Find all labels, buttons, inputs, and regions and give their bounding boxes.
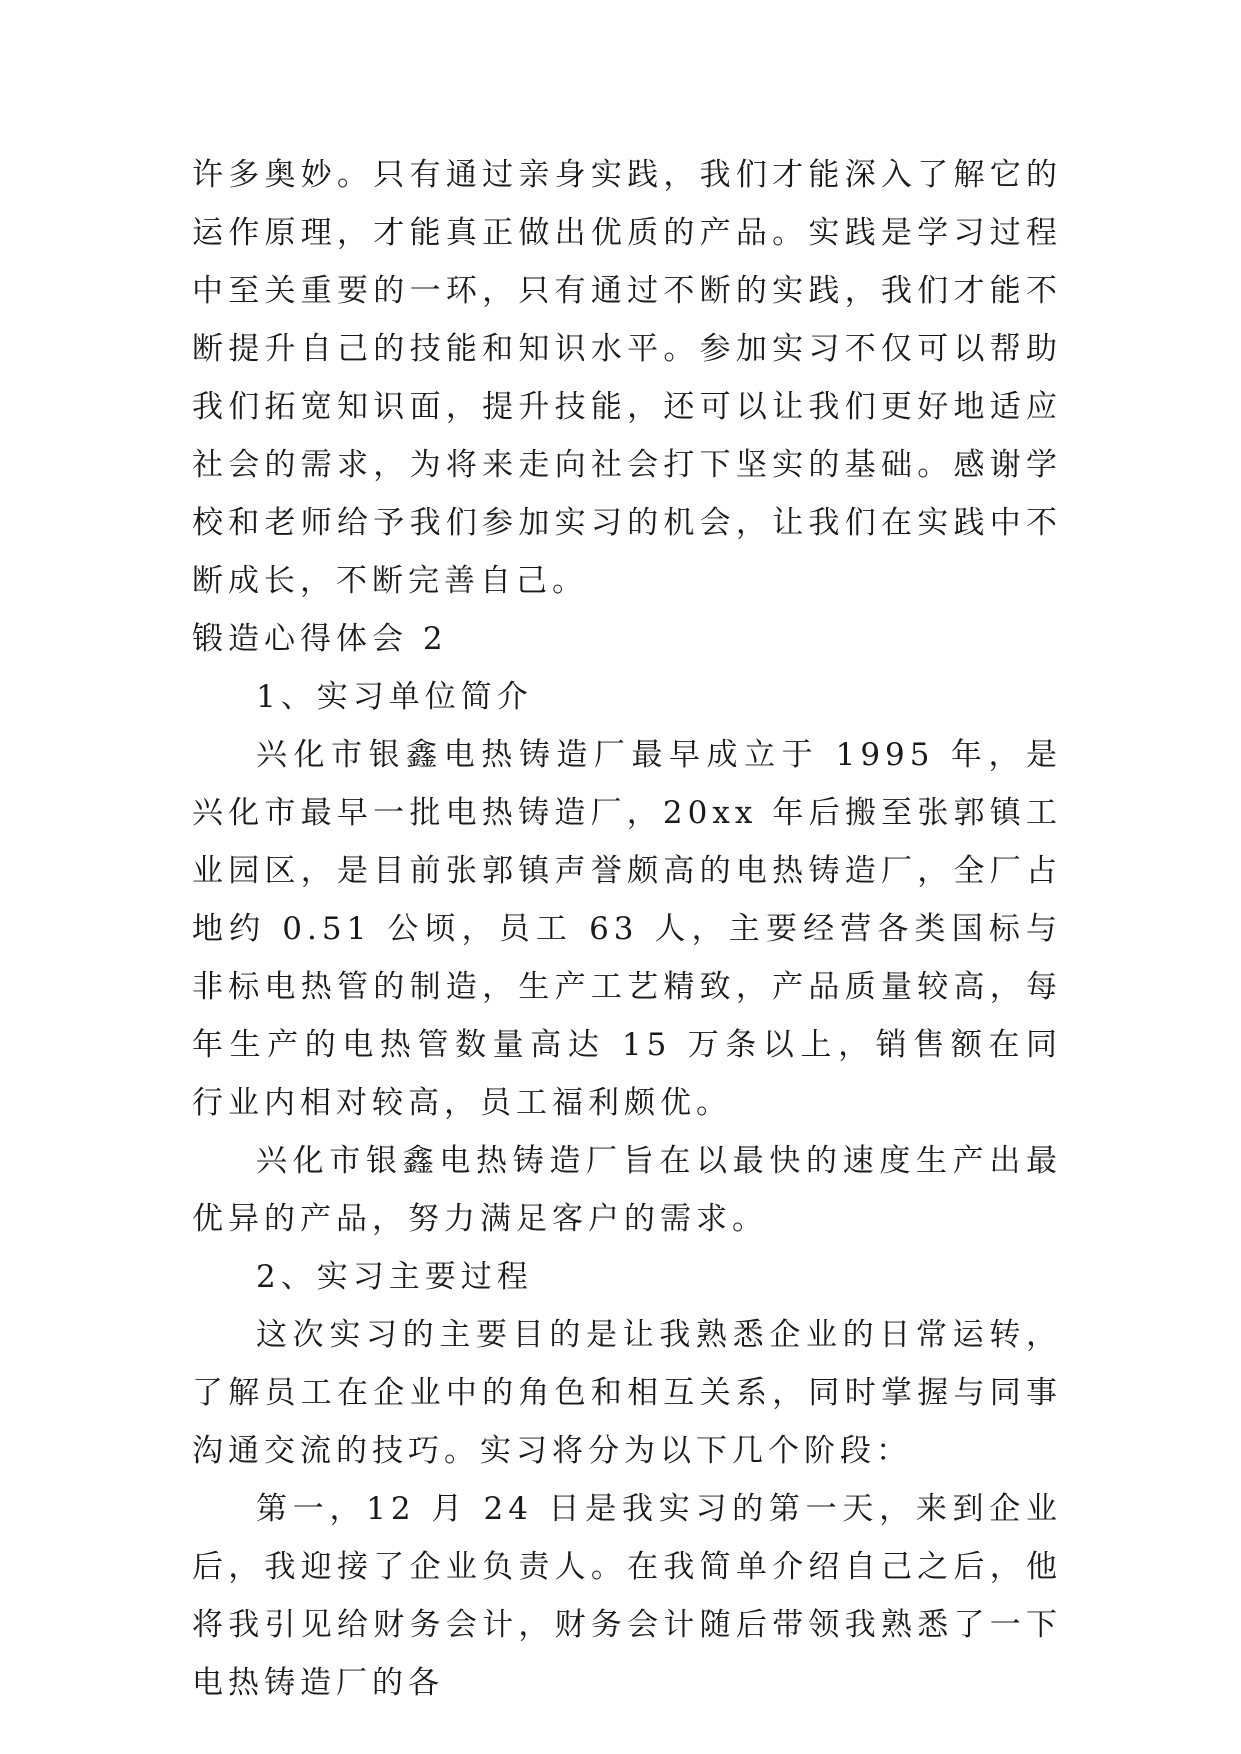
paragraph-company-intro: 兴化市银鑫电热铸造厂最早成立于 1995 年，是兴化市最早一批电热铸造厂，20xx 年后搬至张郭镇工业园区，是目前张郭镇声誉颇高的电热铸造厂，全厂占地约 0.51 公顷，员工 63 人，主要经营各类国标与非标电热管的制造，生产工艺精致，产品质量较高，每年生产的电热管数量高达 15 万条以上，销售额在同行业内相对较高，员工福利颇优。	[192, 737, 1062, 1121]
heading-company-intro: 1、实习单位简介	[256, 679, 533, 715]
paragraph-internship-purpose: 这次实习的主要目的是让我熟悉企业的日常运转，了解员工在企业中的角色和相互关系，同时掌握与同事沟通交流的技巧。实习将分为以下几个阶段：	[192, 1317, 1062, 1469]
section-title: 锻造心得体会 2	[192, 621, 448, 657]
paragraph-first-day: 第一，12 月 24 日是我实习的第一天，来到企业后，我迎接了企业负责人。在我简单介绍自己之后，他将我引见给财务会计，财务会计随后带领我熟悉了一下电热铸造厂的各	[192, 1491, 1062, 1701]
heading-internship-process: 2、实习主要过程	[256, 1259, 533, 1295]
paragraph-continuation: 许多奥妙。只有通过亲身实践，我们才能深入了解它的运作原理，才能真正做出优质的产品。实践是学习过程中至关重要的一环，只有通过不断的实践，我们才能不断提升自己的技能和知识水平。参加实习不仅可以帮助我们拓宽知识面，提升技能，还可以让我们更好地适应社会的需求，为将来走向社会打下坚实的基础。感谢学校和老师给予我们参加实习的机会，让我们在实践中不断成长，不断完善自己。	[192, 157, 1062, 599]
document-page	[192, 146, 1062, 1712]
paragraph-company-goal: 兴化市银鑫电热铸造厂旨在以最快的速度生产出最优异的产品，努力满足客户的需求。	[192, 1143, 1062, 1237]
